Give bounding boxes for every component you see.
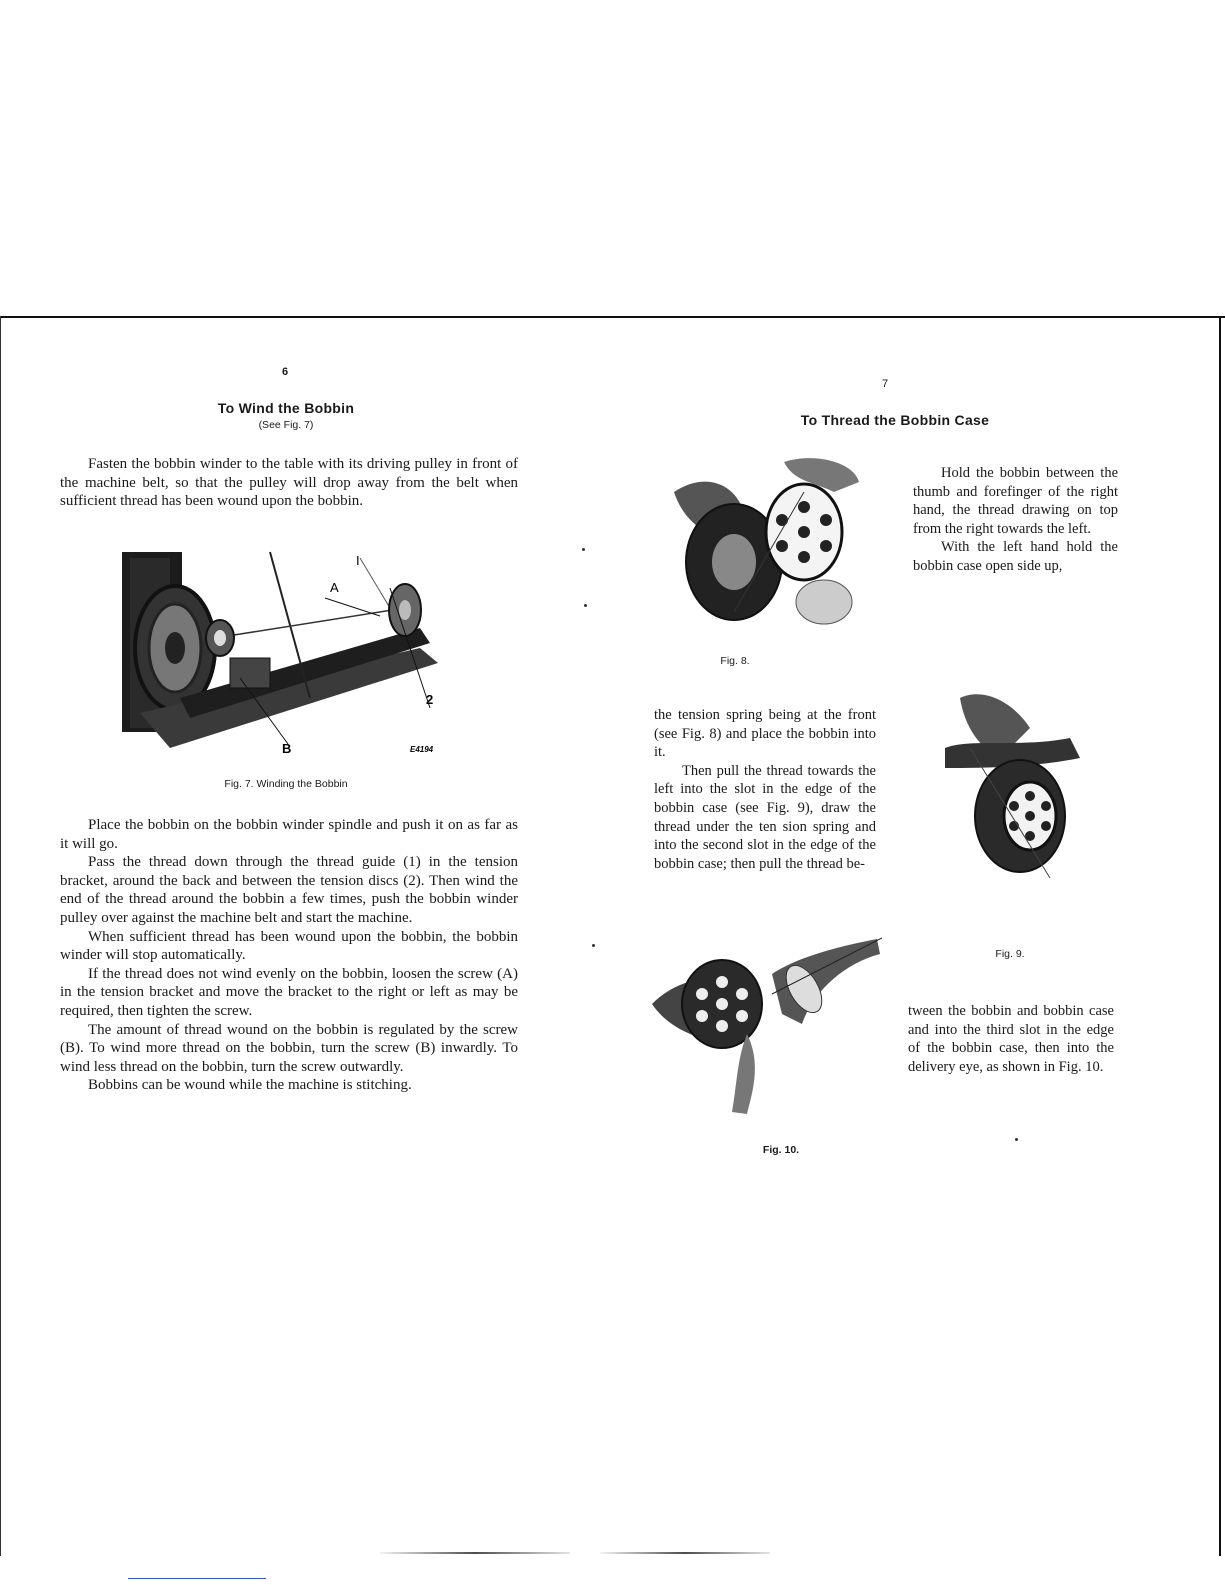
intro-paragraph: Fasten the bobbin winder to the table with its driving pulley in front of the machine belt, so that the pulley will drop away from the belt when sufficient thread has been wound upon the bobbin. [60,456,518,510]
instruction-paragraph: The amount of thread wound on the bobbin is regulated by the screw (B). To wind more thread on the bobbin, turn the screw (B) inwardly. To wind less thread on the bobbin, turn the screw outwardly. [60,1021,518,1075]
right-text-3 [908,1002,1114,1076]
page-number-right: 7 [882,378,889,390]
fig7-code: E4194 [410,745,434,754]
fig7-label-b: B [282,741,292,756]
right-paragraph: With the left hand hold the bobbin case open side up, [913,539,1118,574]
instruction-paragraph: Bobbins can be wound while the machine is stitching. [88,1077,412,1094]
page-number-left: 6 [282,366,289,378]
left-page-subtitle: (See Fig. 7) [258,419,314,431]
instruction-paragraph: Pass the thread down through the thread guide (1) in the tension bracket, around the back and between the tension discs (2). Then wind the end of the thread around the bobbin a few times, push the bobbin winder pulley over against the machine belt and start the machine. [60,854,518,926]
fig7-label-a: A [330,580,339,595]
bottom-underline [128,1578,266,1579]
gutter-mark [582,548,585,551]
right-text-2 [654,706,876,873]
right-page-title: To Thread the Bobbin Case [800,412,990,428]
figure-7-caption: Fig. 7. Winding the Bobbin [224,778,348,790]
right-paragraph: tween the bobbin and bobbin case and into the third slot in the edge of the bobbin case, then into the delivery eye, as shown in Fig. 10. [908,1003,1114,1075]
gutter-mark [592,944,595,947]
instruction-paragraph: Place the bobbin on the bobbin winder spindle and push it on as far as it will go. [60,817,518,852]
left-instructions [60,816,518,1095]
figure-9-threading-slot [940,688,1090,900]
gutter-mark [584,604,587,607]
left-page-title: To Wind the Bobbin [217,400,355,416]
figure-8-caption: Fig. 8. [720,655,750,667]
figure-10-delivery-eye [652,934,882,1134]
gutter-mark [1015,1138,1018,1141]
right-paragraph: Hold the bobbin between the thumb and forefinger of the right hand, the thread drawing on top from the right towards the left. [913,465,1118,537]
page-right-border [1219,316,1221,1556]
page-top-border [0,316,1225,318]
figure-7-bobbin-winder [120,548,440,760]
fig7-label-i: I [356,553,360,568]
fig7-label-2: 2 [426,692,434,707]
scan-smudge [380,1552,570,1554]
page-left-border [0,316,1,1556]
right-paragraph: Then pull the thread towards the left into the slot in the edge of the bobbin case (see Fig. 9), draw the thread under the ten sion spring and into the second slot in the edge of the bobbin case; then pull the thread be- [654,762,876,872]
figure-9-caption: Fig. 9. [995,948,1025,960]
instruction-paragraph: When sufficient thread has been wound upon the bobbin, the bobbin winder will stop automatically. [60,928,518,964]
instruction-paragraph: If the thread does not wind evenly on the bobbin, loosen the screw (A) in the tension bracket and move the bracket to the right or left as may be required, then tighten the screw. [60,965,518,1019]
right-text-1 [913,464,1118,576]
figure-10-caption: Fig. 10. [762,1144,800,1156]
figure-8-bobbin-in-hand [664,452,864,644]
left-intro [60,455,518,511]
scan-smudge [600,1552,770,1554]
right-paragraph: the tension spring being at the front (see Fig. 8) and place the bobbin into it. [654,707,876,761]
